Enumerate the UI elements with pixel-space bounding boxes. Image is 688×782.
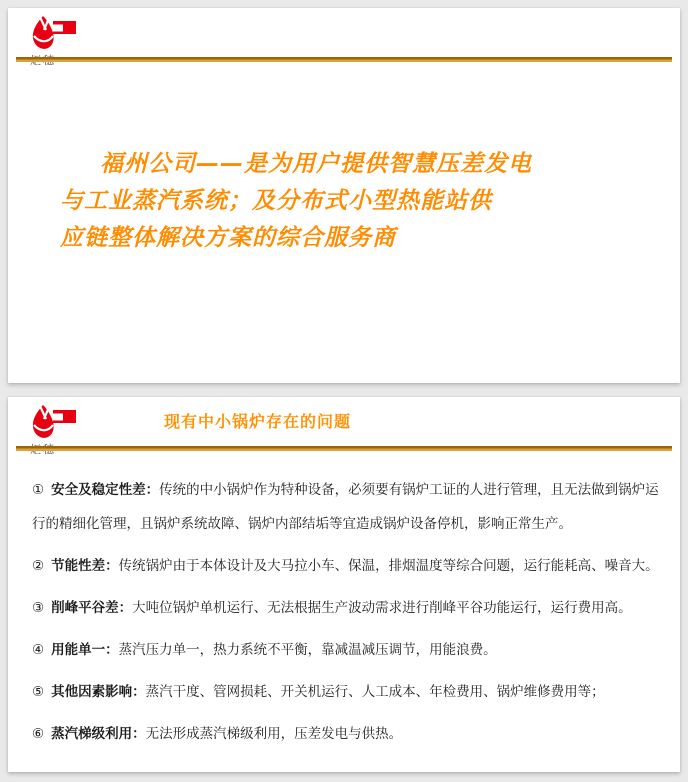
item-number: ③ xyxy=(32,600,45,616)
item-label: 用能单一： xyxy=(51,642,119,658)
problem-list xyxy=(32,473,660,759)
logo-flame-icon xyxy=(30,404,78,440)
headline-line: 福州公司——是为用户提供智慧压差发电 xyxy=(100,151,532,177)
item-number: ① xyxy=(32,482,45,498)
item-text: 蒸汽干度、管网损耗、开关机运行、人工成本、年检费用、锅炉维修费用等； xyxy=(145,684,605,700)
slide-2 xyxy=(8,397,680,772)
item-number: ⑥ xyxy=(32,726,45,742)
item-label: 其他因素影响： xyxy=(51,684,146,700)
item-number: ④ xyxy=(32,642,45,658)
item-number: ⑤ xyxy=(32,684,45,700)
slide1-headline xyxy=(60,146,620,257)
item-label: 节能性差： xyxy=(51,558,119,574)
item-text: 无法形成蒸汽梯级利用，压差发电与供热。 xyxy=(145,726,403,742)
headline-line: 应链整体解决方案的综合服务商 xyxy=(60,225,396,251)
slide2-title: 现有中小锅炉存在的问题 xyxy=(164,412,352,431)
item-text: 蒸汽压力单一，热力系统不平衡，靠减温减压调节，用能浪费。 xyxy=(118,642,497,658)
item-label: 削峰平谷差： xyxy=(51,600,133,616)
headline-line: 与工业蒸汽系统；及分布式小型热能站供 xyxy=(60,188,492,214)
item-text: 大吨位锅炉单机运行、无法根据生产波动需求进行削峰平谷功能运行，运行费用高。 xyxy=(132,600,632,616)
item-number: ② xyxy=(32,558,45,574)
list-item xyxy=(32,591,660,625)
list-item xyxy=(32,473,660,541)
header-divider xyxy=(16,57,672,62)
item-label: 安全及稳定性差： xyxy=(51,482,160,498)
item-text: 传统的中小锅炉作为特种设备，必须要有锅炉工证的人进行管理，且无法做到锅炉运行的精细化管理，且锅炉系统故障、锅炉内部结垢等宜造成锅炉设备停机，影响正常生产。 xyxy=(32,482,659,532)
logo-flame-icon xyxy=(30,15,78,51)
slide-1 xyxy=(8,8,680,383)
list-item xyxy=(32,717,660,751)
list-item xyxy=(32,633,660,667)
item-text: 传统锅炉由于本体设计及大马拉小车、保温，排烟温度等综合问题，运行能耗高、噪音大。 xyxy=(118,558,659,574)
item-label: 蒸汽梯级利用： xyxy=(51,726,146,742)
list-item xyxy=(32,675,660,709)
list-item xyxy=(32,549,660,583)
header-divider xyxy=(16,446,672,451)
